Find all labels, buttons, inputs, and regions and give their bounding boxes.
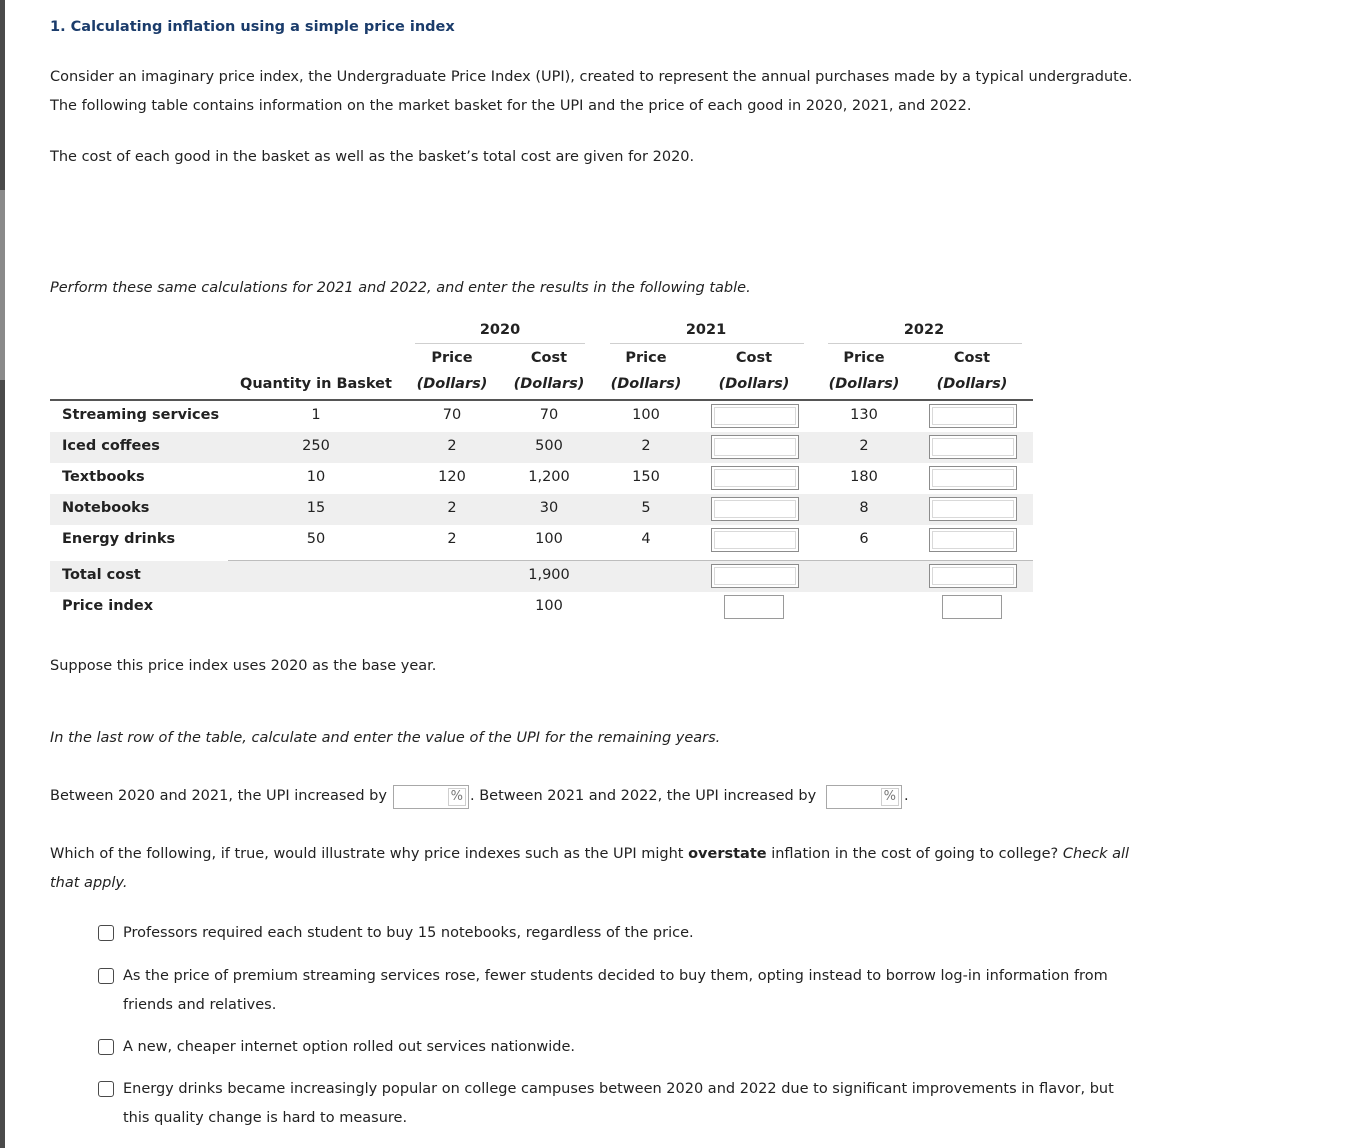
- price-2022-cell: 180: [850, 469, 878, 485]
- question-pre: Which of the following, if true, would illustrate why price indexes such as the UPI might: [50, 846, 689, 862]
- increase-2022-input[interactable]: [826, 785, 902, 809]
- price-2020-cell: 2: [447, 438, 457, 454]
- year-2020-header: 2020: [479, 322, 521, 338]
- percent-symbol: %: [881, 788, 899, 806]
- option-1-checkbox[interactable]: [98, 925, 114, 941]
- col-price-2021-units: (Dollars): [610, 376, 682, 392]
- question-italic: Check all: [1062, 846, 1130, 862]
- total-cost-row: [50, 561, 1033, 592]
- increase-text-1: Between 2020 and 2021, the UPI increased by: [50, 788, 387, 804]
- question-line-1: [50, 840, 1129, 869]
- cost-2022-input[interactable]: [929, 466, 1017, 490]
- cost-2021-input[interactable]: [711, 404, 799, 428]
- price-2020-cell: 70: [442, 407, 462, 423]
- intro-line-2: The following table contains information on the market basket for the UPI and the price of each good in 2020, 2021, and 2022.: [50, 98, 972, 114]
- qty-cell: 15: [306, 500, 326, 516]
- col-price-2022: Price: [843, 350, 885, 366]
- table-row: [50, 432, 1033, 463]
- increase-text-3: .: [904, 788, 909, 804]
- col-price-2021: Price: [625, 350, 667, 366]
- intro-line-1: Consider an imaginary price index, the Undergraduate Price Index (UPI), created to represent the annual purchases made by a typical undergradute.: [50, 69, 1133, 85]
- year-2021-header: 2021: [685, 322, 727, 338]
- cost-2021-input[interactable]: [711, 528, 799, 552]
- instruction-text: Perform these same calculations for 2021 and 2022, and enter the results in the following table.: [50, 280, 751, 296]
- option-2-text: As the price of premium streaming services rose, fewer students decided to buy them, opting instead to borrow log-in information from: [123, 968, 1108, 984]
- option-4-text-cont: this quality change is hard to measure.: [123, 1110, 408, 1126]
- cost-2021-input[interactable]: [711, 466, 799, 490]
- price-index-2020: 100: [535, 598, 563, 614]
- option-2-checkbox[interactable]: [98, 968, 114, 984]
- price-2020-cell: 2: [447, 500, 457, 516]
- problem-title: 1. Calculating inflation using a simple price index: [50, 19, 455, 35]
- option-1-text: Professors required each student to buy 15 notebooks, regardless of the price.: [123, 925, 694, 941]
- cost-2022-input[interactable]: [929, 528, 1017, 552]
- window-left-edge: [0, 0, 5, 1148]
- increase-2021-input[interactable]: [393, 785, 469, 809]
- col-cost-2020-units: (Dollars): [513, 376, 585, 392]
- question-post: inflation in the cost of going to college?: [766, 846, 1063, 862]
- col-cost-2021: Cost: [735, 350, 773, 366]
- cost-2020-cell: 500: [535, 438, 563, 454]
- question-line-2: that apply.: [50, 875, 128, 891]
- intro-line-3: The cost of each good in the basket as well as the basket’s total cost are given for 2020.: [50, 149, 695, 165]
- table-row: [50, 494, 1033, 525]
- qty-cell: 50: [306, 531, 326, 547]
- total-cost-2020: 1,900: [528, 567, 570, 583]
- option-3-text: A new, cheaper internet option rolled out services nationwide.: [123, 1039, 576, 1055]
- cost-2020-cell: 100: [535, 531, 563, 547]
- option-4-text: Energy drinks became increasingly popular on college campuses between 2020 and 2022 due to significant improvements in flavor, but: [123, 1081, 1114, 1097]
- table-row: [50, 463, 1033, 494]
- price-2022-cell: 6: [859, 531, 869, 547]
- col-price-2020-units: (Dollars): [416, 376, 488, 392]
- price-index-2022-input[interactable]: [942, 595, 1002, 619]
- row-label: Energy drinks: [62, 531, 176, 547]
- option-4-checkbox[interactable]: [98, 1081, 114, 1097]
- row-label: Iced coffees: [62, 438, 160, 454]
- year-2020-rule: [415, 343, 585, 344]
- col-cost-2022: Cost: [953, 350, 991, 366]
- table-row: [50, 401, 1033, 432]
- price-index-2021-input[interactable]: [724, 595, 784, 619]
- table-row: [50, 525, 1033, 556]
- row-label: Textbooks: [62, 469, 145, 485]
- cost-2021-input[interactable]: [711, 497, 799, 521]
- price-2021-cell: 150: [632, 469, 660, 485]
- qty-cell: 250: [302, 438, 330, 454]
- price-index-row: [50, 592, 1033, 623]
- cost-2022-input[interactable]: [929, 497, 1017, 521]
- price-index-label: Price index: [62, 598, 154, 614]
- cost-2022-input[interactable]: [929, 435, 1017, 459]
- col-quantity: Quantity in Basket: [240, 376, 392, 392]
- percent-symbol: %: [448, 788, 466, 806]
- year-2022-rule: [828, 343, 1022, 344]
- row-label: Notebooks: [62, 500, 150, 516]
- col-cost-2020: Cost: [530, 350, 568, 366]
- option-2-text-cont: friends and relatives.: [123, 997, 277, 1013]
- price-2021-cell: 4: [641, 531, 651, 547]
- total-cost-2022-input[interactable]: [929, 564, 1017, 588]
- price-2021-cell: 100: [632, 407, 660, 423]
- col-price-2020: Price: [431, 350, 473, 366]
- qty-cell: 10: [306, 469, 326, 485]
- cost-2020-cell: 1,200: [528, 469, 570, 485]
- base-year-text: Suppose this price index uses 2020 as the base year.: [50, 658, 437, 674]
- col-cost-2021-units: (Dollars): [718, 376, 790, 392]
- cost-2022-input[interactable]: [929, 404, 1017, 428]
- total-cost-2021-input[interactable]: [711, 564, 799, 588]
- col-cost-2022-units: (Dollars): [936, 376, 1008, 392]
- price-2020-cell: 2: [447, 531, 457, 547]
- year-2022-header: 2022: [903, 322, 945, 338]
- qty-cell: 1: [311, 407, 321, 423]
- row-label: Streaming services: [62, 407, 220, 423]
- cost-2021-input[interactable]: [711, 435, 799, 459]
- cost-2020-cell: 70: [539, 407, 559, 423]
- upi-table: [50, 318, 1033, 628]
- price-2020-cell: 120: [438, 469, 466, 485]
- col-price-2022-units: (Dollars): [828, 376, 900, 392]
- price-2022-cell: 8: [859, 500, 869, 516]
- last-row-instruction: In the last row of the table, calculate and enter the value of the UPI for the remaining years.: [50, 730, 721, 746]
- price-2021-cell: 5: [641, 500, 651, 516]
- price-2022-cell: 130: [850, 407, 878, 423]
- total-cost-label: Total cost: [62, 567, 141, 583]
- price-2021-cell: 2: [641, 438, 651, 454]
- year-2021-rule: [610, 343, 804, 344]
- increase-text-2: . Between 2021 and 2022, the UPI increased by: [470, 788, 817, 804]
- cost-2020-cell: 30: [539, 500, 559, 516]
- price-2022-cell: 2: [859, 438, 869, 454]
- question-bold: overstate: [688, 846, 767, 862]
- option-3-checkbox[interactable]: [98, 1039, 114, 1055]
